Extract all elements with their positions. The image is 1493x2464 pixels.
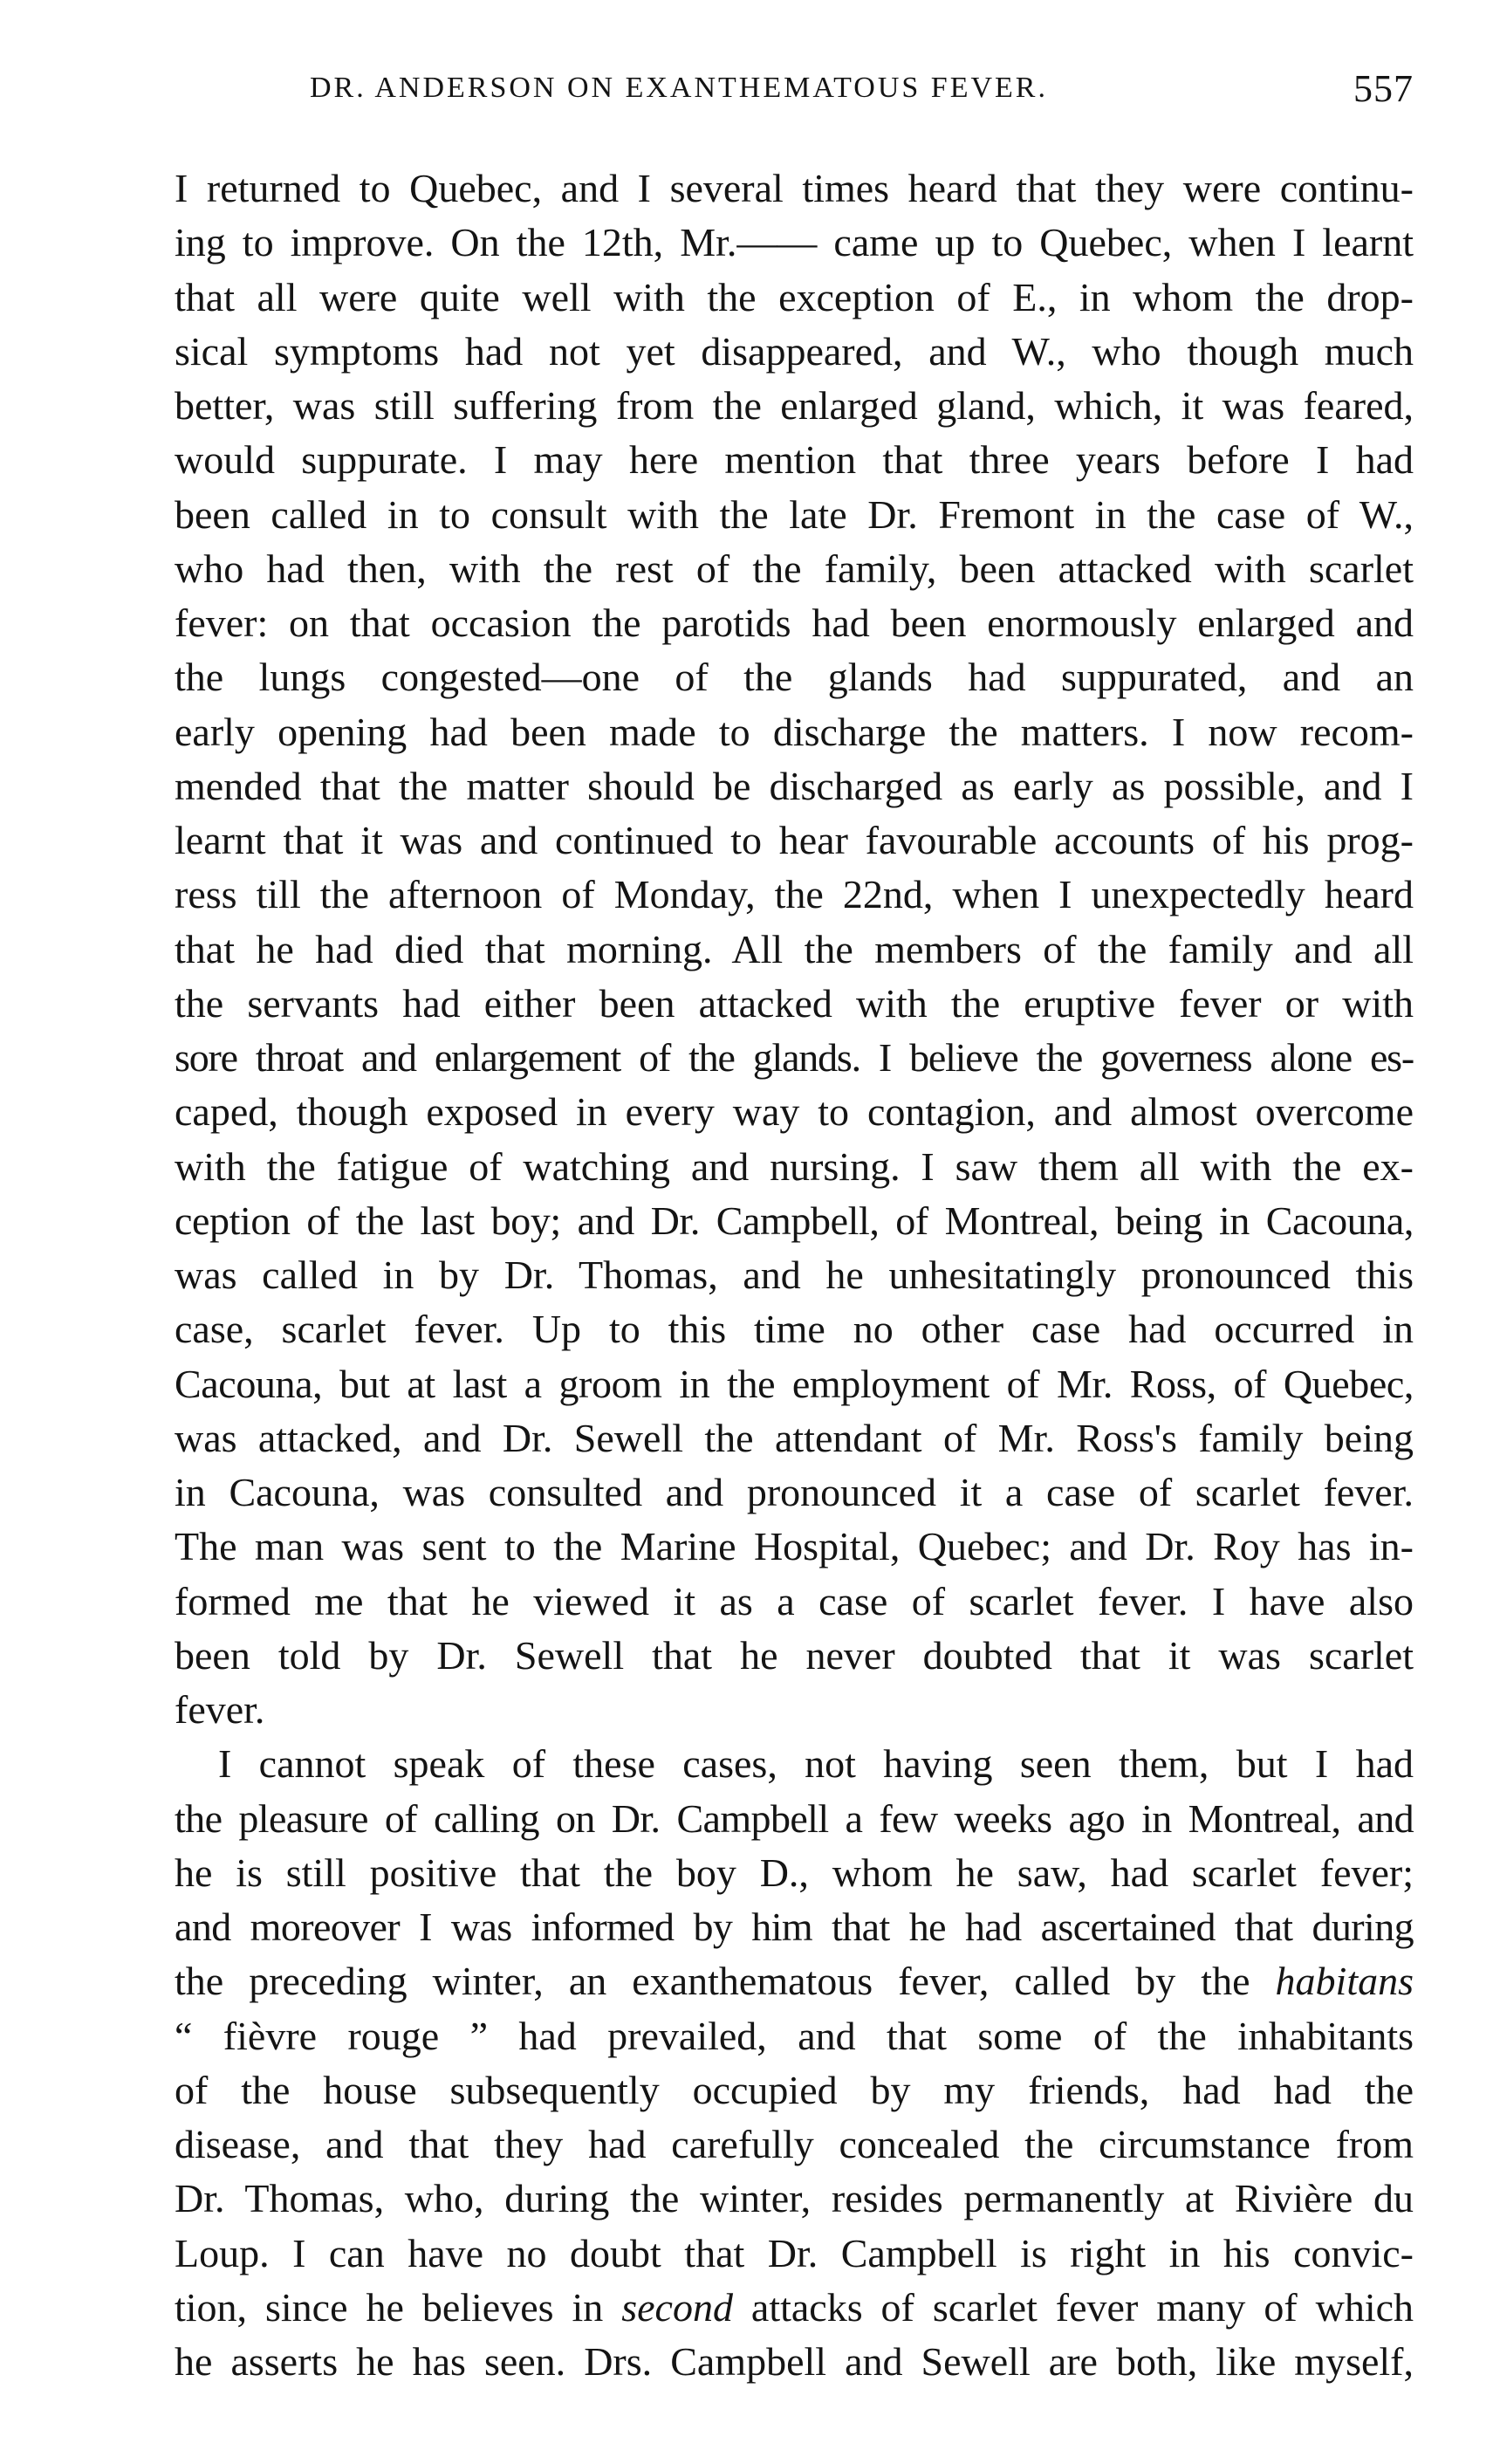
text-line: ception of the last boy; and Dr. Campbell, of Montreal, being in Cacouna, bbox=[175, 1198, 1414, 1243]
text-line: been told by Dr. Sewell that he never doubted that it was scarlet bbox=[175, 1632, 1414, 1678]
text-line: the lungs congested—one of the glands had suppurated, and an bbox=[175, 655, 1414, 700]
text-line: would suppurate. I may here mention that three years before I had bbox=[175, 437, 1414, 483]
text-line: formed me that he viewed it as a case of scarlet fever. I have also bbox=[175, 1578, 1414, 1623]
text-line: he asserts he has seen. Drs. Campbell and Sewell are both, like myself, bbox=[175, 2339, 1414, 2384]
text-line: caped, though exposed in every way to contagion, and almost overcome bbox=[175, 1089, 1414, 1135]
text-line: who had then, with the rest of the family, been attacked with scarlet bbox=[175, 546, 1414, 591]
text-line: better, was still suffering from the enlarged gland, which, it was feared, bbox=[175, 383, 1414, 428]
text-line: early opening had been made to discharge the matters. I now recom- bbox=[175, 709, 1414, 754]
text-line bbox=[175, 1954, 1414, 2008]
running-title: DR. ANDERSON ON EXANTHEMATOUS FEVER. bbox=[310, 72, 1048, 104]
text-line: Dr. Thomas, who, during the winter, resides permanently at Rivière du bbox=[175, 2176, 1414, 2221]
text-line bbox=[175, 2281, 1414, 2335]
text-line: I returned to Quebec, and I several times heard that they were continu- bbox=[175, 166, 1414, 210]
text-line: the pleasure of calling on Dr. Campbell a few weeks ago in Montreal, and bbox=[175, 1795, 1414, 1841]
text-line: the servants had either been attacked with the eruptive fever or with bbox=[175, 980, 1414, 1026]
text-fragment: the preceding winter, an exanthematous fever, called by the bbox=[175, 1959, 1250, 2004]
text-line: fever: on that occasion the parotids had been enormously enlarged and bbox=[175, 601, 1414, 645]
text-line: fever. bbox=[175, 1687, 265, 1732]
text-line: disease, and that they had carefully concealed the circumstance from bbox=[175, 2122, 1414, 2166]
text-line: with the fatigue of watching and nursing. I saw them all with the ex- bbox=[175, 1143, 1414, 1189]
text-line: The man was sent to the Marine Hospital, Quebec; and Dr. Roy has in- bbox=[175, 1524, 1414, 1569]
text-line: ing to improve. On the 12th, Mr.—— came up to Quebec, when I learnt bbox=[175, 220, 1414, 265]
text-fragment: attacks of scarlet fever many of which bbox=[750, 2284, 1414, 2330]
body-text bbox=[175, 161, 1414, 2389]
running-head bbox=[175, 67, 1414, 124]
text-line: and moreover I was informed by him that he had ascertained that during bbox=[175, 1905, 1414, 1949]
text-line: Loup. I can have no doubt that Dr. Campbell is right in his convic- bbox=[175, 2230, 1414, 2275]
text-line: mended that the matter should be discharged as early as possible, and I bbox=[175, 763, 1414, 808]
text-line: he is still positive that the boy D., whom he saw, had scarlet fever; bbox=[175, 1850, 1414, 1895]
text-line: I cannot speak of these cases, not having seen them, but I had bbox=[218, 1741, 1414, 1787]
text-line: ress till the afternoon of Monday, the 22nd, when I unexpectedly heard bbox=[175, 872, 1414, 917]
text-line: was called in by Dr. Thomas, and he unhesitatingly pronounced this bbox=[175, 1253, 1414, 1297]
text-line: Cacouna, but at last a groom in the employment of Mr. Ross, of Quebec, bbox=[175, 1361, 1414, 1406]
text-line: learnt that it was and continued to hear favourable accounts of his prog- bbox=[175, 818, 1414, 862]
text-line: sore throat and enlargement of the glands. I believe the governess alone es- bbox=[175, 1035, 1414, 1080]
italic-word: second bbox=[621, 2284, 733, 2330]
page-number: 557 bbox=[1353, 67, 1414, 110]
text-line: case, scarlet fever. Up to this time no other case had occurred in bbox=[175, 1307, 1414, 1352]
text-fragment: tion, since he believes in bbox=[175, 2284, 604, 2330]
text-line: sical symptoms had not yet disappeared, and W., who though much bbox=[175, 328, 1414, 374]
text-line: been called in to consult with the late Dr. Fremont in the case of W., bbox=[175, 491, 1414, 537]
text-line: in Cacouna, was consulted and pronounced it a case of scarlet fever. bbox=[175, 1470, 1414, 1514]
text-line: “ fièvre rouge ” had prevailed, and that some of the inhabitants bbox=[175, 2013, 1414, 2058]
italic-word: habitans bbox=[1275, 1959, 1414, 2004]
text-line: that he had died that morning. All the members of the family and all bbox=[175, 926, 1414, 971]
text-line: of the house subsequently occupied by my friends, had had the bbox=[175, 2067, 1414, 2112]
text-line: that all were quite well with the exception of E., in whom the drop- bbox=[175, 274, 1414, 319]
text-line: was attacked, and Dr. Sewell the attendant of Mr. Ross's family being bbox=[175, 1415, 1414, 1460]
